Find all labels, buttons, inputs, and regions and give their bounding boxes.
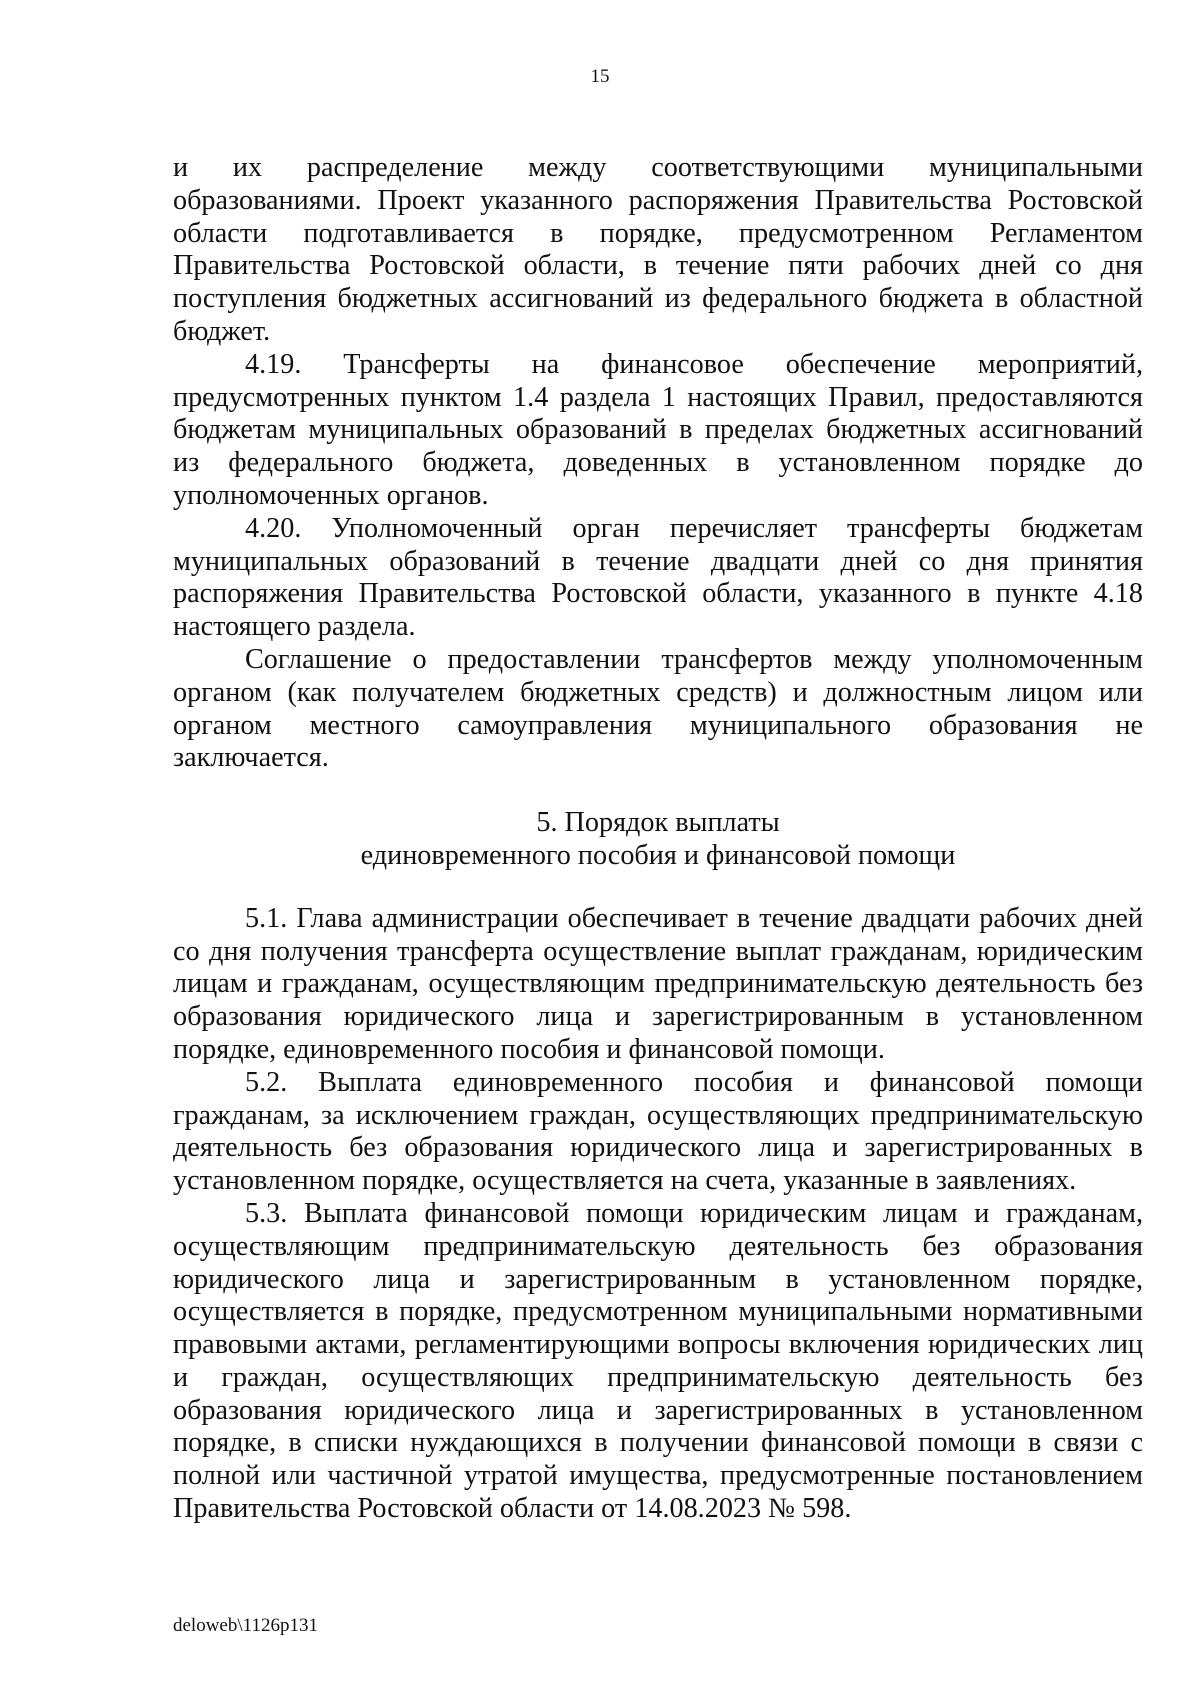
paragraph-agreement: Соглашение о предоставлении трансфертов между уполномоченным органом (как получателем бюджетных средств) и должностным лицом или органом местного самоуправления муниципального образования не заключается. xyxy=(173,643,1143,774)
paragraph-5-1: 5.1. Глава администрации обеспечивает в течение двадцати рабочих дней со дня получения трансферта осуществление выплат гражданам, юридическим лицам и гражданам, осуществляющим предпринимательскую деятельность без образования юридического лица и зарегистрированным в установленном порядке, единовременного пособия и финансовой помощи. xyxy=(173,902,1143,1065)
document-body xyxy=(173,152,1143,1526)
page-number: 15 xyxy=(590,66,610,87)
section-5-title-line-2: единовременного пособия и финансовой помощи xyxy=(360,839,956,871)
paragraph-5-2: 5.2. Выплата единовременного пособия и финансовой помощи гражданам, за исключением граждан, осуществляющих предпринимательскую деятельность без образования юридического лица и зарегистрированных в установленном порядке, осуществляется на счета, указанные в заявлениях. xyxy=(173,1066,1143,1197)
paragraph-4-20: 4.20. Уполномоченный орган перечисляет трансферты бюджетам муниципальных образований в течение двадцати дней со дня принятия распоряжения Правительства Ростовской области, указанного в пункте 4.18 настоящего раздела. xyxy=(173,512,1143,643)
paragraph-4-19: 4.19. Трансферты на финансовое обеспечение мероприятий, предусмотренных пунктом 1.4 раздела 1 настоящих Правил, предоставляются бюджетам муниципальных образований в пределах бюджетных ассигнований из федерального бюджета, доведенных в установленном порядке до уполномоченных органов. xyxy=(173,348,1143,511)
section-5-heading xyxy=(173,807,1143,873)
section-5-title-line-1: 5. Порядок выплаты xyxy=(536,807,780,839)
paragraph-5-3: 5.3. Выплата финансовой помощи юридическим лицам и гражданам, осуществляющим предпринимательскую деятельность без образования юридического лица и зарегистрированным в установленном порядке, осуществляется в порядке, предусмотренном муниципальными нормативными правовыми актами, регламентирующими вопросы включения юридических лиц и граждан, осуществляющих предпринимательскую деятельность без образования юридического лица и зарегистрированных в установленном порядке, в списки нуждающихся в получении финансовой помощи в связи с полной или частичной утратой имущества, предусмотренные постановлением Правительства Ростовской области от 14.08.2023 № 598. xyxy=(173,1197,1143,1525)
document-code-footer: deloweb\1126p131 xyxy=(173,1615,318,1636)
paragraph-continuation: и их распределение между соответствующими муниципальными образованиями. Проект указанного распоряжения Правительства Ростовской области подготавливается в порядке, предусмотренном Регламентом Правительства Ростовской области, в течение пяти рабочих дней со дня поступления бюджетных ассигнований из федерального бюджета в областной бюджет. xyxy=(173,152,1143,347)
